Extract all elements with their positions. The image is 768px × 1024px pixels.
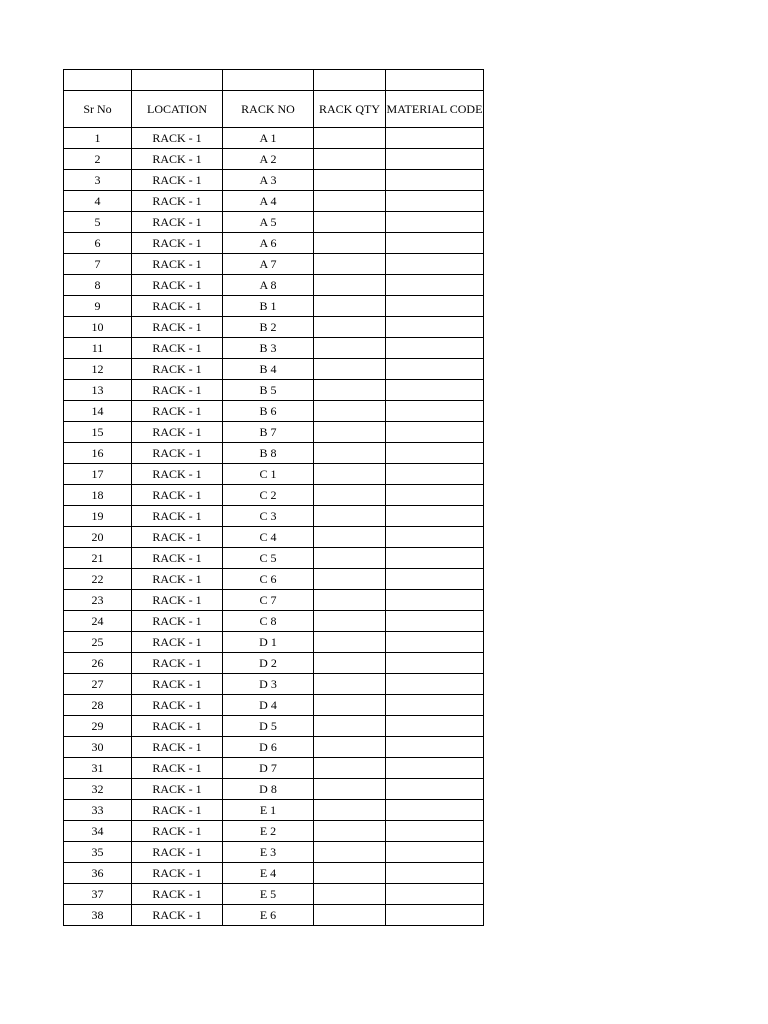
cell-sr-no: 18 [64,485,132,506]
cell-sr-no: 1 [64,128,132,149]
header-sr-no: Sr No [64,91,132,128]
table-row [64,905,484,926]
cell-material-code[interactable] [386,506,484,527]
cell-sr-no: 32 [64,779,132,800]
cell-rack-no: A 3 [223,170,314,191]
cell-rack-no: E 6 [223,905,314,926]
cell-rack-qty[interactable] [314,149,386,170]
cell-rack-qty[interactable] [314,758,386,779]
cell-sr-no: 10 [64,317,132,338]
cell-location: RACK - 1 [132,821,223,842]
cell-rack-qty[interactable] [314,737,386,758]
cell-rack-no: D 4 [223,695,314,716]
cell-rack-qty[interactable] [314,716,386,737]
cell-material-code[interactable] [386,590,484,611]
cell-sr-no: 3 [64,170,132,191]
table-row [64,443,484,464]
cell-location: RACK - 1 [132,884,223,905]
header-location: LOCATION [132,91,223,128]
table-row [64,548,484,569]
table-row [64,674,484,695]
cell-sr-no: 6 [64,233,132,254]
cell-material-code[interactable] [386,359,484,380]
cell-material-code[interactable] [386,485,484,506]
table-row [64,359,484,380]
cell-location: RACK - 1 [132,212,223,233]
cell-rack-no: D 3 [223,674,314,695]
cell-location: RACK - 1 [132,296,223,317]
table-row [64,191,484,212]
table-row [64,569,484,590]
cell-rack-qty[interactable] [314,506,386,527]
table-row [64,464,484,485]
table-row [64,821,484,842]
table-row [64,590,484,611]
cell-sr-no: 33 [64,800,132,821]
blank-cell[interactable] [386,70,484,91]
cell-material-code[interactable] [386,317,484,338]
cell-rack-qty[interactable] [314,611,386,632]
cell-material-code[interactable] [386,401,484,422]
table-row [64,653,484,674]
cell-location: RACK - 1 [132,506,223,527]
cell-location: RACK - 1 [132,842,223,863]
cell-sr-no: 12 [64,359,132,380]
cell-sr-no: 25 [64,632,132,653]
cell-sr-no: 30 [64,737,132,758]
cell-sr-no: 17 [64,464,132,485]
cell-rack-no: D 1 [223,632,314,653]
header-rack-qty: RACK QTY [314,91,386,128]
cell-rack-no: C 4 [223,527,314,548]
cell-rack-no: B 1 [223,296,314,317]
cell-material-code[interactable] [386,674,484,695]
cell-material-code[interactable] [386,737,484,758]
cell-rack-qty[interactable] [314,359,386,380]
cell-rack-no: D 5 [223,716,314,737]
cell-rack-no: B 2 [223,317,314,338]
cell-location: RACK - 1 [132,149,223,170]
cell-location: RACK - 1 [132,695,223,716]
cell-rack-qty[interactable] [314,191,386,212]
cell-location: RACK - 1 [132,422,223,443]
blank-cell[interactable] [223,70,314,91]
cell-material-code[interactable] [386,212,484,233]
cell-material-code[interactable] [386,275,484,296]
table-row [64,842,484,863]
cell-location: RACK - 1 [132,737,223,758]
table-row [64,170,484,191]
cell-location: RACK - 1 [132,800,223,821]
blank-cell[interactable] [314,70,386,91]
cell-rack-no: E 5 [223,884,314,905]
cell-material-code[interactable] [386,233,484,254]
cell-rack-no: B 4 [223,359,314,380]
cell-rack-no: D 2 [223,653,314,674]
table-row [64,128,484,149]
table-row [64,422,484,443]
cell-material-code[interactable] [386,695,484,716]
table-row [64,527,484,548]
table-row [64,380,484,401]
cell-rack-qty[interactable] [314,233,386,254]
cell-rack-qty[interactable] [314,800,386,821]
cell-material-code[interactable] [386,443,484,464]
cell-rack-no: A 8 [223,275,314,296]
cell-sr-no: 23 [64,590,132,611]
cell-location: RACK - 1 [132,275,223,296]
table-row [64,233,484,254]
cell-material-code[interactable] [386,170,484,191]
blank-row [64,70,484,91]
table-row [64,506,484,527]
cell-rack-qty[interactable] [314,842,386,863]
cell-sr-no: 22 [64,569,132,590]
cell-location: RACK - 1 [132,380,223,401]
cell-sr-no: 19 [64,506,132,527]
cell-material-code[interactable] [386,653,484,674]
cell-sr-no: 21 [64,548,132,569]
cell-rack-qty[interactable] [314,632,386,653]
cell-sr-no: 20 [64,527,132,548]
table-row [64,485,484,506]
table-row [64,863,484,884]
cell-material-code[interactable] [386,569,484,590]
cell-material-code[interactable] [386,149,484,170]
cell-material-code[interactable] [386,527,484,548]
cell-location: RACK - 1 [132,569,223,590]
cell-location: RACK - 1 [132,611,223,632]
cell-rack-qty[interactable] [314,338,386,359]
cell-location: RACK - 1 [132,590,223,611]
header-row [64,91,484,128]
cell-sr-no: 14 [64,401,132,422]
cell-material-code[interactable] [386,338,484,359]
cell-sr-no: 8 [64,275,132,296]
cell-rack-no: A 4 [223,191,314,212]
cell-rack-qty[interactable] [314,779,386,800]
cell-sr-no: 35 [64,842,132,863]
cell-rack-qty[interactable] [314,821,386,842]
cell-rack-no: D 7 [223,758,314,779]
cell-rack-qty[interactable] [314,884,386,905]
cell-rack-no: E 2 [223,821,314,842]
cell-rack-no: C 2 [223,485,314,506]
cell-rack-no: E 1 [223,800,314,821]
cell-sr-no: 31 [64,758,132,779]
cell-rack-no: B 5 [223,380,314,401]
cell-rack-qty[interactable] [314,527,386,548]
cell-rack-no: A 2 [223,149,314,170]
cell-rack-qty[interactable] [314,569,386,590]
cell-rack-no: D 6 [223,737,314,758]
cell-rack-qty[interactable] [314,548,386,569]
cell-sr-no: 11 [64,338,132,359]
cell-rack-qty[interactable] [314,485,386,506]
cell-sr-no: 9 [64,296,132,317]
table-row [64,716,484,737]
cell-rack-no: E 4 [223,863,314,884]
cell-material-code[interactable] [386,548,484,569]
cell-location: RACK - 1 [132,191,223,212]
cell-rack-qty[interactable] [314,674,386,695]
blank-cell[interactable] [132,70,223,91]
cell-location: RACK - 1 [132,464,223,485]
cell-material-code[interactable] [386,884,484,905]
cell-rack-no: C 7 [223,590,314,611]
cell-location: RACK - 1 [132,905,223,926]
cell-material-code[interactable] [386,863,484,884]
cell-rack-qty[interactable] [314,170,386,191]
table-row [64,275,484,296]
cell-sr-no: 15 [64,422,132,443]
cell-location: RACK - 1 [132,674,223,695]
cell-location: RACK - 1 [132,401,223,422]
cell-sr-no: 34 [64,821,132,842]
cell-rack-qty[interactable] [314,380,386,401]
cell-sr-no: 28 [64,695,132,716]
cell-material-code[interactable] [386,128,484,149]
cell-rack-no: B 6 [223,401,314,422]
cell-sr-no: 7 [64,254,132,275]
cell-rack-qty[interactable] [314,422,386,443]
cell-rack-no: E 3 [223,842,314,863]
cell-material-code[interactable] [386,842,484,863]
cell-material-code[interactable] [386,254,484,275]
cell-location: RACK - 1 [132,443,223,464]
cell-sr-no: 5 [64,212,132,233]
cell-sr-no: 29 [64,716,132,737]
cell-material-code[interactable] [386,779,484,800]
cell-location: RACK - 1 [132,632,223,653]
cell-location: RACK - 1 [132,758,223,779]
cell-rack-qty[interactable] [314,905,386,926]
cell-location: RACK - 1 [132,779,223,800]
cell-material-code[interactable] [386,800,484,821]
table-row [64,737,484,758]
table-row [64,779,484,800]
cell-material-code[interactable] [386,905,484,926]
table-row [64,401,484,422]
cell-sr-no: 27 [64,674,132,695]
cell-rack-no: C 8 [223,611,314,632]
cell-rack-qty[interactable] [314,443,386,464]
cell-location: RACK - 1 [132,716,223,737]
table-row [64,695,484,716]
cell-rack-no: C 6 [223,569,314,590]
cell-sr-no: 26 [64,653,132,674]
table-row [64,800,484,821]
cell-location: RACK - 1 [132,548,223,569]
cell-location: RACK - 1 [132,653,223,674]
cell-location: RACK - 1 [132,233,223,254]
cell-location: RACK - 1 [132,128,223,149]
header-material-code: MATERIAL CODE [386,91,484,128]
table-row [64,632,484,653]
cell-rack-no: A 7 [223,254,314,275]
cell-material-code[interactable] [386,758,484,779]
cell-material-code[interactable] [386,296,484,317]
cell-rack-qty[interactable] [314,464,386,485]
cell-material-code[interactable] [386,632,484,653]
cell-location: RACK - 1 [132,170,223,191]
cell-rack-no: C 5 [223,548,314,569]
cell-rack-qty[interactable] [314,296,386,317]
table-row [64,212,484,233]
table-row [64,296,484,317]
cell-rack-no: C 3 [223,506,314,527]
table-row [64,254,484,275]
blank-cell[interactable] [64,70,132,91]
cell-location: RACK - 1 [132,527,223,548]
cell-rack-qty[interactable] [314,128,386,149]
cell-material-code[interactable] [386,464,484,485]
table-row [64,149,484,170]
cell-rack-qty[interactable] [314,863,386,884]
cell-material-code[interactable] [386,821,484,842]
cell-rack-qty[interactable] [314,695,386,716]
table-row [64,611,484,632]
cell-sr-no: 4 [64,191,132,212]
cell-rack-qty[interactable] [314,275,386,296]
cell-location: RACK - 1 [132,254,223,275]
cell-rack-qty[interactable] [314,317,386,338]
cell-rack-qty[interactable] [314,401,386,422]
cell-material-code[interactable] [386,380,484,401]
table-body [64,70,484,926]
cell-rack-no: A 6 [223,233,314,254]
table-row [64,338,484,359]
cell-rack-no: C 1 [223,464,314,485]
rack-location-table [63,69,484,926]
cell-rack-no: D 8 [223,779,314,800]
cell-rack-qty[interactable] [314,212,386,233]
header-rack-no: RACK NO [223,91,314,128]
cell-location: RACK - 1 [132,863,223,884]
cell-rack-qty[interactable] [314,590,386,611]
cell-rack-no: B 8 [223,443,314,464]
cell-location: RACK - 1 [132,485,223,506]
cell-sr-no: 36 [64,863,132,884]
cell-location: RACK - 1 [132,338,223,359]
cell-rack-qty[interactable] [314,653,386,674]
cell-material-code[interactable] [386,191,484,212]
cell-material-code[interactable] [386,716,484,737]
cell-rack-no: A 5 [223,212,314,233]
table-row [64,317,484,338]
cell-rack-no: B 7 [223,422,314,443]
cell-rack-no: B 3 [223,338,314,359]
cell-location: RACK - 1 [132,359,223,380]
cell-sr-no: 37 [64,884,132,905]
table-row [64,758,484,779]
cell-sr-no: 38 [64,905,132,926]
cell-location: RACK - 1 [132,317,223,338]
cell-rack-qty[interactable] [314,254,386,275]
cell-sr-no: 16 [64,443,132,464]
cell-sr-no: 2 [64,149,132,170]
cell-rack-no: A 1 [223,128,314,149]
cell-sr-no: 24 [64,611,132,632]
table-row [64,884,484,905]
cell-material-code[interactable] [386,422,484,443]
cell-material-code[interactable] [386,611,484,632]
cell-sr-no: 13 [64,380,132,401]
